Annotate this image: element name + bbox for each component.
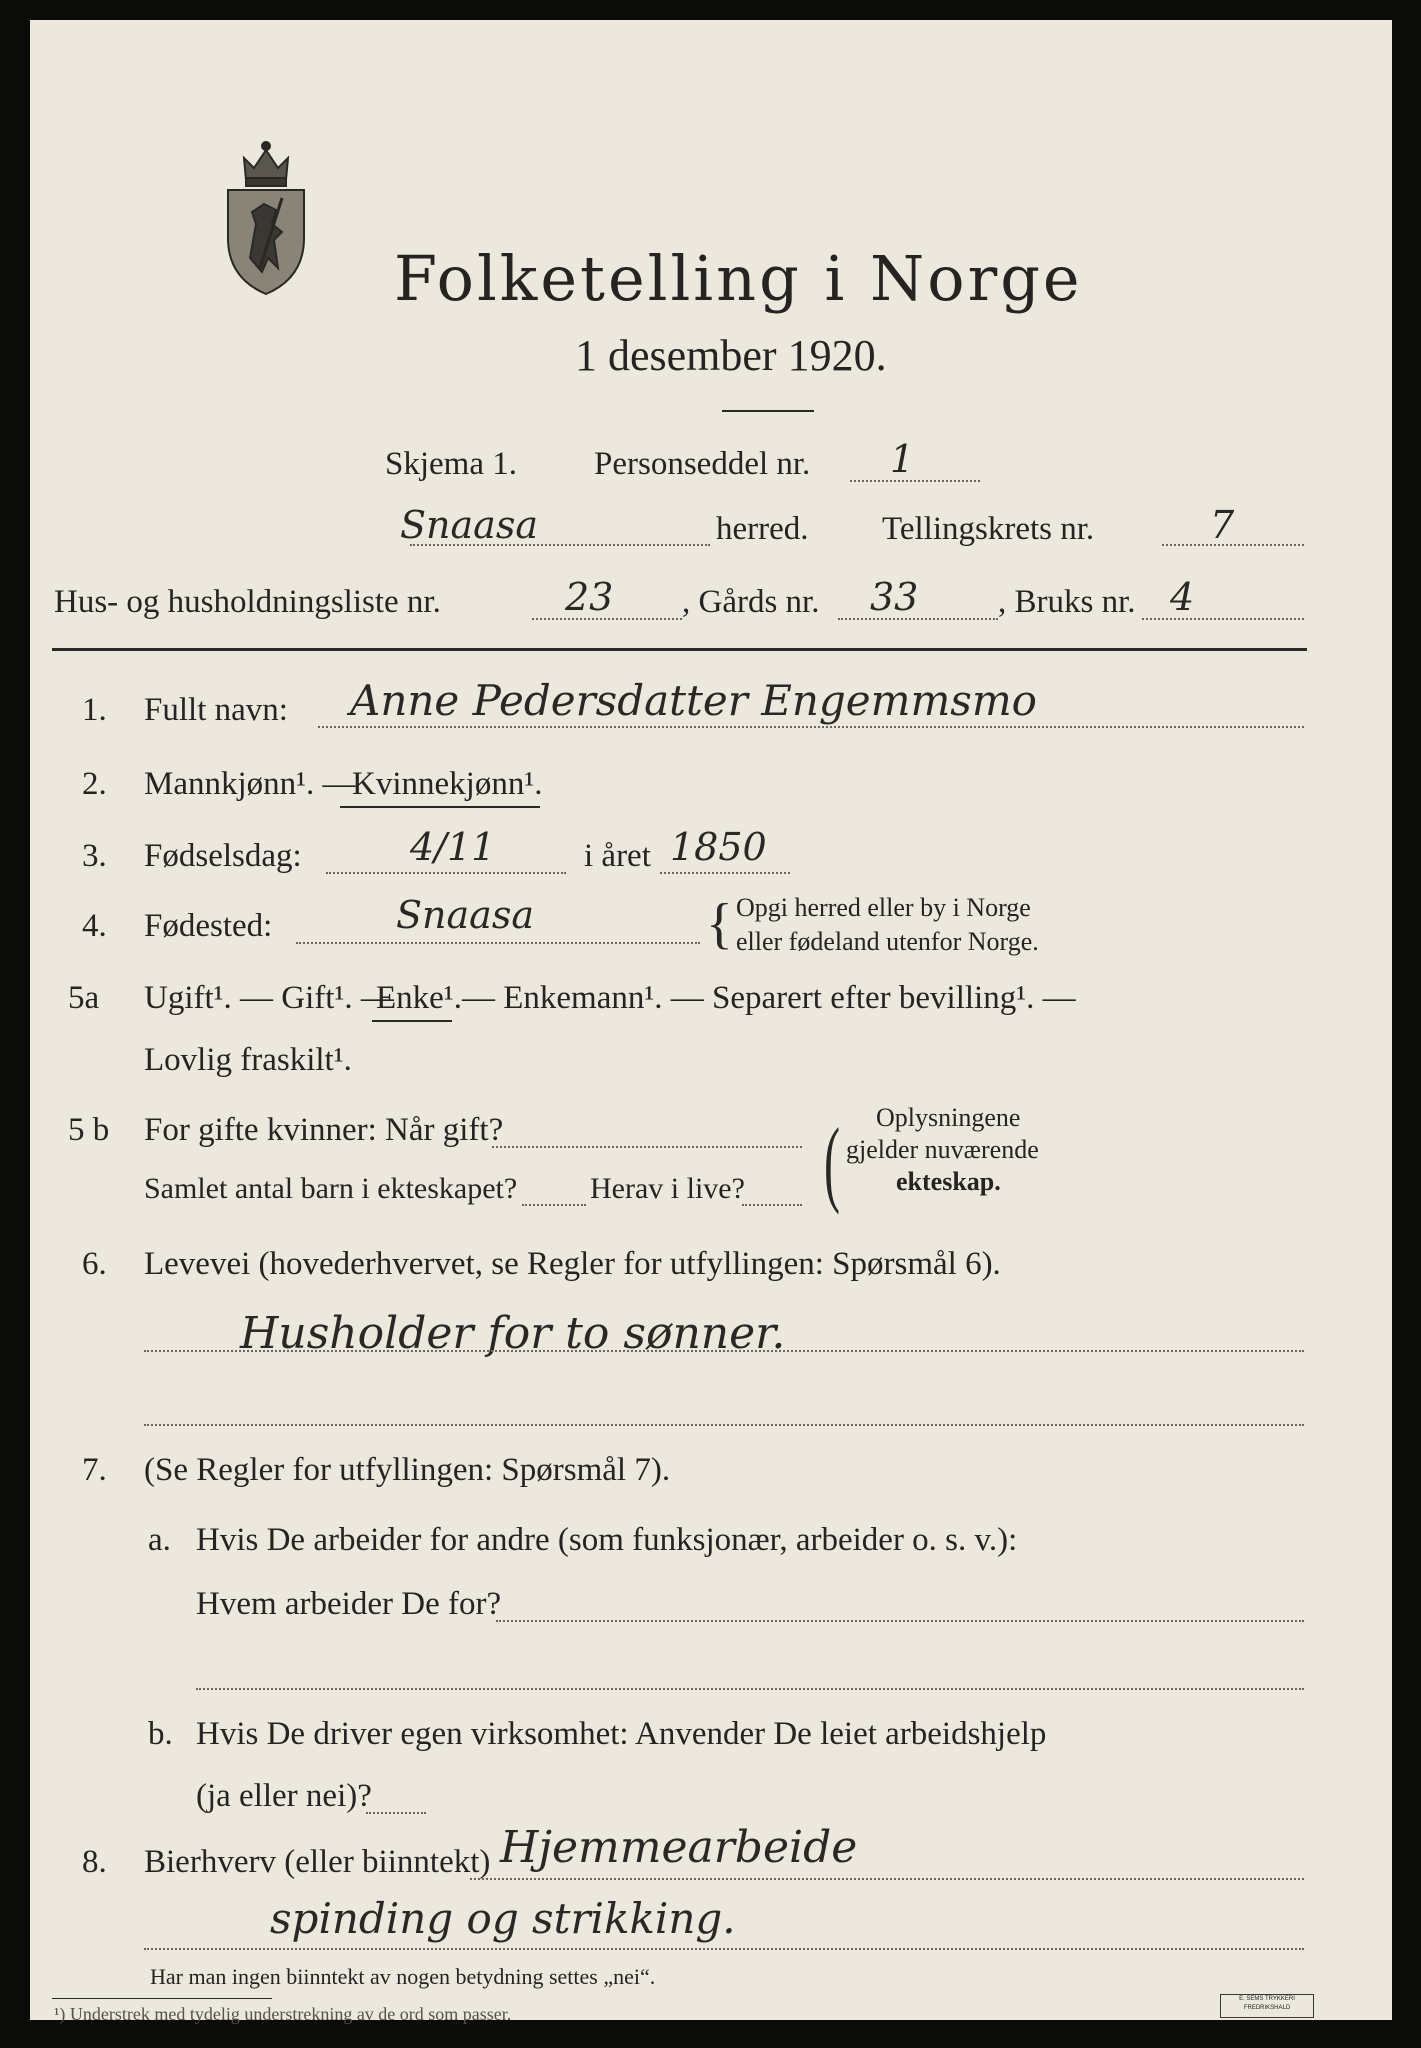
tellingskrets-value: 7 [1210,503,1235,547]
q7b-answer-line [366,1812,426,1814]
q6-line-2 [144,1424,1304,1426]
q3-value: 4/11 [410,825,496,869]
bruks-line [1142,618,1304,620]
q8-value-2: spinding og strikking. [270,1894,736,1943]
q5a-ugift-gift: Ugift¹. — Gift¹. — [144,980,394,1016]
q4-label: Fødested: [144,908,273,944]
hus-value: 23 [565,575,614,619]
gards-line [838,618,998,620]
census-date: 1 desember 1920. [575,331,887,380]
q7-number: 7. [82,1452,107,1488]
q6-label: Levevei (hovederhvervet, se Regler for utfyllingen: Spørsmål 6). [144,1246,1001,1282]
q4-line [296,942,700,944]
q6-value: Husholder for to sønner. [240,1308,786,1359]
herred-label: herred. [716,511,809,547]
q7a-line-2: Hvem arbeider De for? [196,1586,502,1622]
footnote-rule [52,1998,272,1999]
q5b-note-2: gjelder nuværende [846,1135,1039,1164]
hus-label: Hus- og husholdningsliste nr. [54,584,441,620]
q8-label: Bierhverv (eller biinntekt) [144,1844,491,1880]
gards-value: 33 [870,575,919,619]
q5b-note-1: Oplysningene [876,1103,1021,1132]
q3-line [326,872,566,874]
q3-number: 3. [82,838,107,874]
personseddel-value: 1 [890,437,915,481]
q8-number: 8. [82,1844,107,1880]
q4-number: 4. [82,908,107,944]
q5b-herav-line [742,1204,802,1206]
q4-brace: { [706,893,733,955]
q8-line-1 [470,1878,1304,1880]
q1-number: 1. [82,692,107,728]
q3-label: Fødselsdag: [144,838,302,874]
q4-note-1: Opgi herred eller by i Norge [736,893,1031,922]
q5a-enke[interactable]: Enke¹. [376,980,462,1016]
q5a-enke-underline [372,1020,452,1022]
q1-value: Anne Pedersdatter Engemmsmo [350,676,1037,725]
header-divider [52,648,1307,651]
personseddel-line [850,480,980,482]
q5b-naar-gift-line [492,1146,802,1148]
q4-note-2: eller fødeland utenfor Norge. [736,927,1039,956]
q5b-label: For gifte kvinner: Når gift? [144,1112,504,1148]
q5b-note-3: ekteskap. [896,1167,1001,1196]
herred-value: Snaasa [400,503,538,547]
gards-label: , Gårds nr. [682,584,820,620]
q7a-line-1: Hvis De arbeider for andre (som funksjonær, arbeider o. s. v.): [196,1522,1018,1558]
q5b-herav-label: Herav i live? [590,1172,745,1205]
q3-year-label: i året [584,838,651,874]
q8-line-2 [144,1948,1304,1950]
skjema-label: Skjema 1. [385,446,517,482]
q2-kvinne-underline [340,806,540,808]
printer-mark: E. SEMS TRYKKERI FREDRIKSHALD [1220,1994,1314,2018]
q5b-barn-label: Samlet antal barn i ekteskapet? [144,1172,518,1205]
q5a-lovlig-fraskilt: Lovlig fraskilt¹. [144,1042,352,1078]
norway-coat-of-arms-icon [216,128,316,298]
q3-year-line [660,872,790,874]
q5a-number: 5a [68,980,100,1016]
q4-value: Snaasa [396,893,534,937]
q8-value-1: Hjemmearbeide [500,1822,858,1873]
q2-number: 2. [82,766,107,802]
q6-number: 6. [82,1246,107,1282]
bruks-value: 4 [1170,575,1195,619]
tellingskrets-label: Tellingskrets nr. [882,511,1095,547]
title-divider [722,410,814,412]
q7b-line-2: (ja eller nei)? [196,1778,372,1814]
footnote: ¹) Understrek med tydelig understrekning av de ord som passer. [54,2004,512,2024]
q7b-letter: b. [148,1716,173,1752]
q7a-letter: a. [148,1522,171,1558]
q7b-line-1: Hvis De driver egen virksomhet: Anvender De leiet arbeidshjelp [196,1716,1047,1752]
footer-note: Har man ingen biinntekt av nogen betydning settes „nei“. [150,1964,656,1989]
q5b-barn-line [522,1204,586,1206]
form-title: Folketelling i Norge [394,242,1083,315]
q7-label: (Se Regler for utfyllingen: Spørsmål 7). [144,1452,671,1488]
q5b-bracket: ( [823,1108,840,1215]
q7a-answer-line-1 [496,1620,1304,1622]
q1-label: Fullt navn: [144,692,288,728]
q5b-number: 5 b [68,1112,110,1148]
personseddel-label: Personseddel nr. [594,446,811,482]
q1-line [318,726,1304,728]
q2-kvinne[interactable]: Kvinnekjønn¹. [352,766,543,802]
q2-mann: Mannkjønn¹. — [144,766,356,802]
census-form-page [30,20,1392,2024]
q5a-rest: — Enkemann¹. — Separert efter bevilling¹. — [462,980,1076,1016]
q7a-answer-line-2 [196,1688,1304,1690]
q3-year-value: 1850 [670,825,767,869]
bruks-label: , Bruks nr. [998,584,1136,620]
q6-line-1 [144,1350,1304,1352]
